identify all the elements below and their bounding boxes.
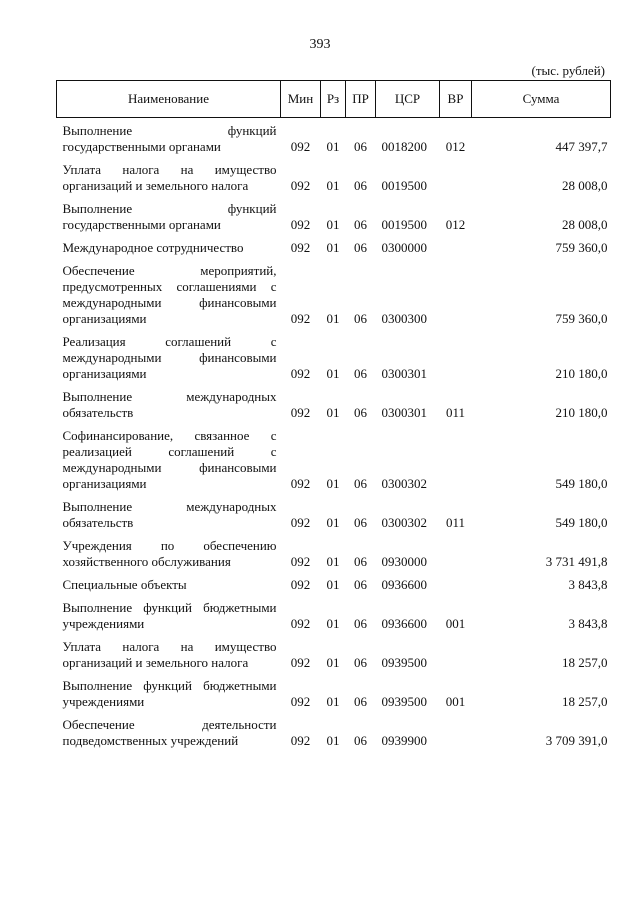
row-min: 092 <box>290 139 311 154</box>
row-vr: 012 <box>445 217 466 232</box>
row-rz: 01 <box>326 577 340 592</box>
header-vr: ВР <box>440 81 472 118</box>
row-sum: 549 180,0 <box>555 476 608 491</box>
row-rz: 01 <box>326 405 340 420</box>
table-row <box>57 492 611 531</box>
header-pr: ПР <box>346 81 376 118</box>
row-sum: 759 360,0 <box>555 311 608 326</box>
row-sum: 549 180,0 <box>555 515 608 530</box>
header-name: Наименование <box>57 81 281 118</box>
row-sum: 18 257,0 <box>562 694 608 709</box>
row-rz: 01 <box>326 178 340 193</box>
row-name: Софинансирование, связанное с реализацией соглашений с международными финансовыми организациями <box>62 428 277 491</box>
table-row <box>57 382 611 421</box>
row-vr <box>440 155 472 194</box>
row-name: Обеспечение деятельности подведомственных учреждений <box>62 717 277 748</box>
row-name: Выполнение функций государственными органами <box>62 201 277 232</box>
row-pr: 06 <box>354 240 367 255</box>
table-row <box>57 570 611 593</box>
row-min: 092 <box>290 178 311 193</box>
row-rz: 01 <box>326 616 340 631</box>
row-vr <box>440 256 472 327</box>
row-pr: 06 <box>354 554 367 569</box>
row-rz: 01 <box>326 476 340 491</box>
row-pr: 06 <box>354 217 367 232</box>
row-name: Специальные объекты <box>62 577 187 592</box>
row-csr: 0300000 <box>381 240 427 255</box>
row-csr: 0300300 <box>381 311 427 326</box>
row-min: 092 <box>290 694 311 709</box>
row-sum: 210 180,0 <box>555 366 608 381</box>
row-vr <box>440 421 472 492</box>
row-csr: 0939900 <box>381 733 427 748</box>
row-min: 092 <box>290 515 311 530</box>
row-pr: 06 <box>354 694 367 709</box>
row-csr: 0300302 <box>381 476 427 491</box>
row-pr: 06 <box>354 366 367 381</box>
row-csr: 0939500 <box>381 694 427 709</box>
row-vr <box>440 710 472 749</box>
row-name: Учреждения по обеспечению хозяйственного обслуживания <box>62 538 277 569</box>
row-sum: 3 843,8 <box>568 616 608 631</box>
row-min: 092 <box>290 655 311 670</box>
row-rz: 01 <box>326 515 340 530</box>
row-vr: 011 <box>445 405 466 420</box>
row-name: Выполнение функций государственными органами <box>62 123 277 154</box>
table-row <box>57 710 611 749</box>
table-row <box>57 632 611 671</box>
row-pr: 06 <box>354 311 367 326</box>
row-vr <box>440 531 472 570</box>
row-min: 092 <box>290 240 311 255</box>
row-rz: 01 <box>326 139 340 154</box>
row-rz: 01 <box>326 366 340 381</box>
row-rz: 01 <box>326 311 340 326</box>
row-min: 092 <box>290 366 311 381</box>
budget-table <box>56 80 611 749</box>
row-vr: 012 <box>445 139 466 154</box>
row-name: Выполнение функций бюджетными учреждениями <box>62 600 277 631</box>
row-name: Международное сотрудничество <box>62 240 244 255</box>
row-csr: 0300301 <box>381 405 427 420</box>
row-csr: 0930000 <box>381 554 427 569</box>
header-rz: Рз <box>321 81 346 118</box>
row-min: 092 <box>290 733 311 748</box>
row-min: 092 <box>290 476 311 491</box>
row-csr: 0936600 <box>381 616 427 631</box>
row-name: Обеспечение мероприятий, предусмотренных соглашениями с международными финансовыми организациями <box>62 263 277 326</box>
row-sum: 759 360,0 <box>555 240 608 255</box>
row-vr <box>440 233 472 256</box>
row-csr: 0018200 <box>381 139 427 154</box>
row-rz: 01 <box>326 217 340 232</box>
row-pr: 06 <box>354 139 367 154</box>
row-pr: 06 <box>354 655 367 670</box>
row-min: 092 <box>290 405 311 420</box>
row-rz: 01 <box>326 554 340 569</box>
row-vr <box>440 570 472 593</box>
row-min: 092 <box>290 616 311 631</box>
table-row <box>57 118 611 156</box>
row-sum: 210 180,0 <box>555 405 608 420</box>
table-row <box>57 256 611 327</box>
row-pr: 06 <box>354 733 367 748</box>
row-csr: 0019500 <box>381 178 427 193</box>
row-min: 092 <box>290 554 311 569</box>
row-vr <box>440 632 472 671</box>
row-rz: 01 <box>326 655 340 670</box>
row-min: 092 <box>290 577 311 592</box>
header-min: Мин <box>281 81 321 118</box>
row-csr: 0300302 <box>381 515 427 530</box>
row-rz: 01 <box>326 240 340 255</box>
row-pr: 06 <box>354 515 367 530</box>
row-sum: 3 843,8 <box>568 577 608 592</box>
row-vr: 011 <box>445 515 466 530</box>
header-sum: Сумма <box>472 81 611 118</box>
table-row <box>57 155 611 194</box>
row-csr: 0300301 <box>381 366 427 381</box>
row-rz: 01 <box>326 694 340 709</box>
row-name: Реализация соглашений с международными финансовыми организациями <box>62 334 277 381</box>
table-row <box>57 233 611 256</box>
row-sum: 28 008,0 <box>562 178 608 193</box>
header-csr: ЦСР <box>376 81 440 118</box>
row-pr: 06 <box>354 405 367 420</box>
row-sum: 18 257,0 <box>562 655 608 670</box>
row-vr: 001 <box>445 694 466 709</box>
table-row <box>57 327 611 382</box>
row-pr: 06 <box>354 178 367 193</box>
page-number: 393 <box>309 37 331 52</box>
row-name: Уплата налога на имущество организаций и земельного налога <box>62 639 277 670</box>
row-pr: 06 <box>354 577 367 592</box>
row-csr: 0939500 <box>381 655 427 670</box>
table-row <box>57 671 611 710</box>
row-name: Выполнение функций бюджетными учреждениями <box>62 678 277 709</box>
row-pr: 06 <box>354 616 367 631</box>
row-sum: 3 731 491,8 <box>545 554 608 569</box>
table-row <box>57 531 611 570</box>
row-csr: 0936600 <box>381 577 427 592</box>
row-csr: 0019500 <box>381 217 427 232</box>
row-name: Выполнение международных обязательств <box>62 389 277 420</box>
table-header <box>57 81 611 118</box>
row-vr: 001 <box>445 616 466 631</box>
units-note: (тыс. рублей) <box>531 63 605 78</box>
row-sum: 3 709 391,0 <box>545 733 608 748</box>
row-vr <box>440 327 472 382</box>
table-row <box>57 194 611 233</box>
row-min: 092 <box>290 217 311 232</box>
row-name: Выполнение международных обязательств <box>62 499 277 530</box>
row-min: 092 <box>290 311 311 326</box>
row-name: Уплата налога на имущество организаций и земельного налога <box>62 162 277 193</box>
row-rz: 01 <box>326 733 340 748</box>
table-row <box>57 593 611 632</box>
row-sum: 28 008,0 <box>562 217 608 232</box>
row-sum: 447 397,7 <box>555 139 608 154</box>
row-pr: 06 <box>354 476 367 491</box>
table-row <box>57 421 611 492</box>
